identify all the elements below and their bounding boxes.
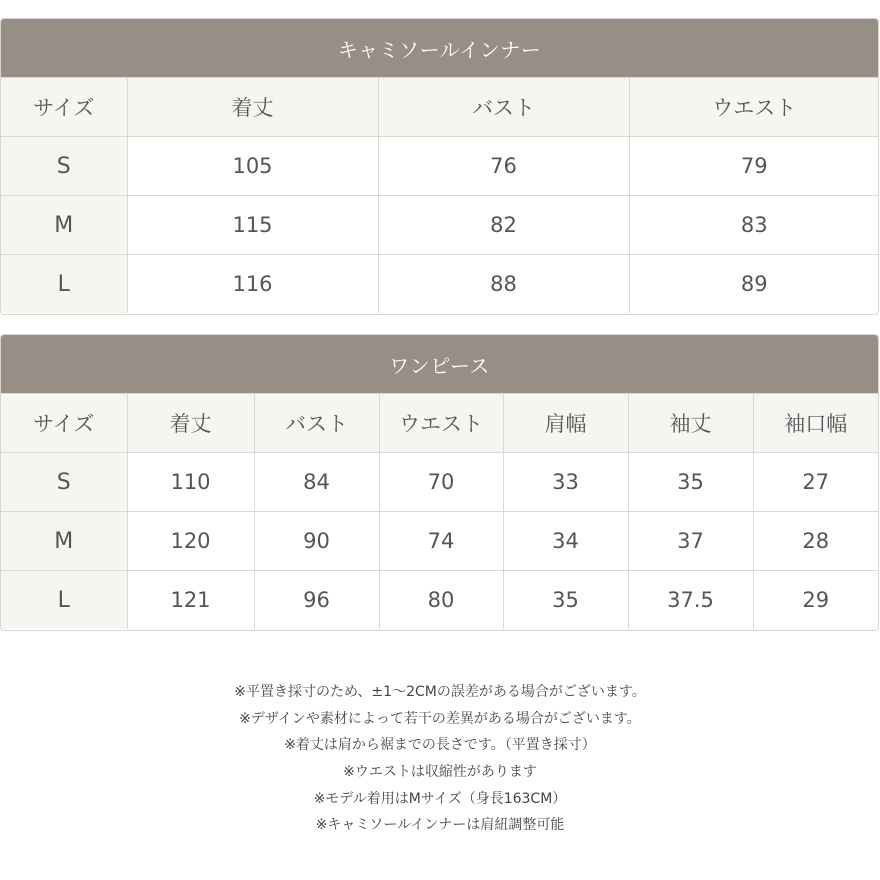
waist-value: 83 — [629, 196, 879, 255]
shoulder-width-value: 33 — [503, 453, 628, 512]
bust-value: 82 — [378, 196, 629, 255]
column-header-bust: バスト — [254, 394, 379, 453]
camisole-size-table — [0, 18, 879, 315]
waist-value: 80 — [379, 571, 503, 630]
sleeve-length-value: 35 — [628, 453, 753, 512]
bust-value: 76 — [378, 137, 629, 196]
length-value: 115 — [127, 196, 378, 255]
measurement-notes — [0, 679, 880, 839]
column-header-size: サイズ — [1, 394, 127, 453]
length-value: 121 — [127, 571, 254, 630]
waist-value: 70 — [379, 453, 503, 512]
bust-value: 90 — [254, 512, 379, 571]
sleeve-length-value: 37 — [628, 512, 753, 571]
note-line: ※平置き採寸のため、±1〜2CMの誤差がある場合がございます。 — [234, 684, 646, 700]
bust-value: 88 — [378, 255, 629, 314]
onepiece-size-table — [0, 334, 879, 631]
onepiece-header-row — [1, 394, 878, 453]
note-line: ※ウエストは収縮性があります — [343, 764, 537, 781]
length-value: 120 — [127, 512, 254, 571]
bust-value: 84 — [254, 453, 379, 512]
column-header-waist: ウエスト — [379, 394, 503, 453]
camisole-table-grid — [1, 77, 879, 313]
note-line: ※キャミソールインナーは肩紐調整可能 — [315, 817, 565, 834]
length-value: 110 — [127, 453, 254, 512]
table-row — [1, 512, 878, 571]
camisole-header-row — [1, 78, 879, 137]
waist-value: 79 — [629, 137, 879, 196]
note-line: ※モデル着用はMサイズ（身長163CM） — [313, 790, 567, 807]
shoulder-width-value: 35 — [503, 571, 628, 630]
size-label: L — [1, 571, 127, 630]
note-line: ※着丈は肩から裾までの長さです。（平置き採寸） — [284, 737, 596, 754]
column-header-size: サイズ — [1, 78, 127, 137]
bust-value: 96 — [254, 571, 379, 630]
column-header-bust: バスト — [378, 78, 629, 137]
column-header-length: 着丈 — [127, 394, 254, 453]
cuff-width-value: 28 — [753, 512, 878, 571]
column-header-waist: ウエスト — [629, 78, 879, 137]
table-row — [1, 255, 879, 314]
waist-value: 89 — [629, 255, 879, 314]
table-row — [1, 571, 878, 630]
cuff-width-value: 27 — [753, 453, 878, 512]
column-header-shoulder-width: 肩幅 — [503, 394, 628, 453]
onepiece-table-grid — [1, 393, 878, 629]
cuff-width-value: 29 — [753, 571, 878, 630]
length-value: 105 — [127, 137, 378, 196]
waist-value: 74 — [379, 512, 503, 571]
table-row — [1, 453, 878, 512]
size-label: L — [1, 255, 127, 314]
note-line: ※デザインや素材によって若干の差異がある場合がございます。 — [239, 710, 641, 727]
column-header-length: 着丈 — [127, 78, 378, 137]
column-header-sleeve-length: 袖丈 — [628, 394, 753, 453]
size-label: S — [1, 453, 127, 512]
size-label: M — [1, 196, 127, 255]
table-row — [1, 137, 879, 196]
onepiece-table-title: ワンピース — [1, 335, 878, 393]
column-header-cuff-width: 袖口幅 — [753, 394, 878, 453]
table-row — [1, 196, 879, 255]
length-value: 116 — [127, 255, 378, 314]
shoulder-width-value: 34 — [503, 512, 628, 571]
size-label: S — [1, 137, 127, 196]
size-label: M — [1, 512, 127, 571]
camisole-table-title: キャミソールインナー — [1, 19, 878, 77]
sleeve-length-value: 37.5 — [628, 571, 753, 630]
